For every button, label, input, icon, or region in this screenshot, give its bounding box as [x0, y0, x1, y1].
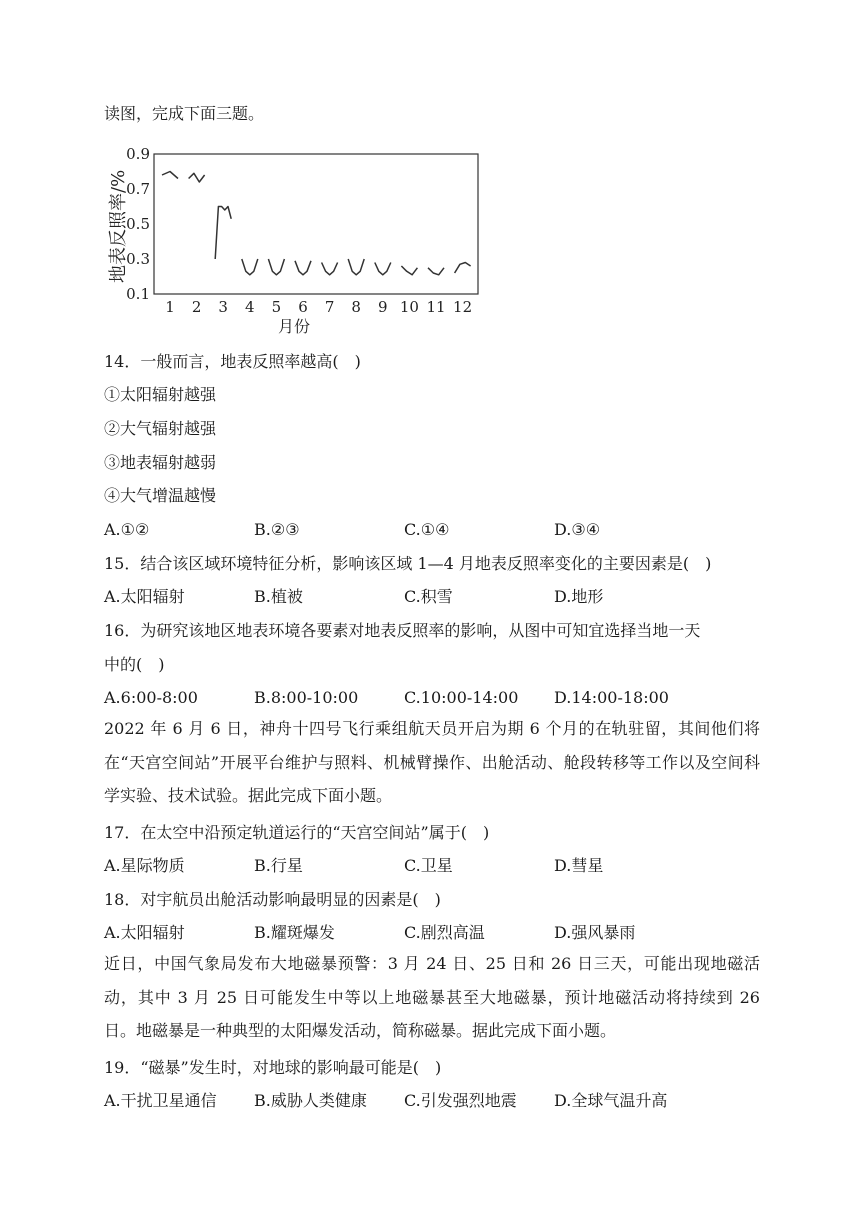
q18-option-b[interactable]: B.耀斑爆发 [254, 923, 335, 942]
x-axis-label: 月份 [277, 317, 311, 336]
q15-option-c[interactable]: C.积雪 [404, 587, 453, 606]
q16-option-b[interactable]: B.8:00-10:00 [254, 688, 359, 707]
y-axis-label: 地表反照率/% [108, 169, 129, 283]
q19-stem: 19．“磁暴”发生时，对地球的影响最可能是( ) [104, 1058, 442, 1077]
q16-stem-line-1: 16．为研究该地区地表环境各要素对地表反照率的影响，从图中可知宜选择当地一天 [104, 621, 701, 640]
albedo-curve-month-3 [215, 207, 231, 260]
q18-stem: 18．对宇航员出舱活动影响最明显的因素是( ) [104, 890, 441, 909]
y-axis-ticks [126, 145, 150, 303]
q19-option-a[interactable]: A.干扰卫星通信 [104, 1091, 217, 1110]
albedo-curve-month-9 [375, 263, 391, 275]
q14-item-1: ①太阳辐射越强 [104, 385, 217, 404]
x-tick-label: 5 [271, 298, 282, 316]
q17-option-a[interactable]: A.星际物质 [104, 856, 185, 875]
x-tick-label: 8 [351, 298, 361, 316]
q18-option-c[interactable]: C.剧烈高温 [404, 923, 485, 942]
q18-option-d[interactable]: D.强风暴雨 [554, 923, 636, 942]
x-tick-label: 4 [245, 298, 255, 316]
q14-item-3: ③地表辐射越弱 [104, 453, 217, 472]
q14-option-a[interactable]: A.①② [104, 520, 150, 539]
plot-frame [154, 154, 478, 294]
albedo-curve-month-2 [189, 173, 205, 182]
albedo-curve-month-4 [242, 259, 258, 275]
q15-option-d[interactable]: D.地形 [554, 587, 604, 606]
albedo-chart [104, 138, 484, 338]
albedo-curves [162, 172, 471, 275]
q14-option-b[interactable]: B.②③ [254, 520, 300, 539]
intro-text: 读图，完成下面三题。 [104, 104, 265, 123]
q17-option-d[interactable]: D.彗星 [554, 856, 604, 875]
passage-geomagnetic: 近日，中国气象局发布大地磁暴预警：3 月 24 日、25 日和 26 日三天，可能出现地磁活动，其中 3 月 25 日可能发生中等以上地磁暴甚至大地磁暴，预计地磁活动将持续到 26 日。地磁暴是一种典型的太阳爆发活动，简称磁暴。据此完成下面小题。 [104, 954, 760, 1040]
albedo-curve-month-7 [322, 263, 338, 275]
y-tick-label: 0.7 [126, 180, 150, 198]
q19-option-b[interactable]: B.威胁人类健康 [254, 1091, 367, 1110]
q19-option-d[interactable]: D.全球气温升高 [554, 1091, 668, 1110]
q14-stem: 14．一般而言，地表反照率越高( ) [104, 352, 361, 371]
x-tick-label: 12 [453, 298, 473, 316]
q16-option-d[interactable]: D.14:00-18:00 [554, 688, 669, 707]
albedo-curve-month-5 [268, 259, 284, 275]
x-tick-label: 9 [378, 298, 388, 316]
q18-option-a[interactable]: A.太阳辐射 [104, 923, 185, 942]
x-tick-label: 1 [165, 298, 175, 316]
q14-option-c[interactable]: C.①④ [404, 520, 450, 539]
q17-option-b[interactable]: B.行星 [254, 856, 303, 875]
q14-option-d[interactable]: D.③④ [554, 520, 601, 539]
q14-item-2: ②大气辐射越强 [104, 419, 217, 438]
q19-option-c[interactable]: C.引发强烈地震 [404, 1091, 517, 1110]
y-tick-label: 0.3 [126, 250, 150, 268]
q16-option-a[interactable]: A.6:00-8:00 [104, 688, 198, 707]
passage-shenzhou: 2022 年 6 月 6 日，神舟十四号飞行乘组航天员开启为期 6 个月的在轨驻留，其间他们将在“天宫空间站”开展平台维护与照料、机械臂操作、出舱活动、舱段转移等工作以及空间科学实验、技术试验。据此完成下面小题。 [104, 719, 760, 805]
q16-option-c[interactable]: C.10:00-14:00 [404, 688, 519, 707]
albedo-curve-month-6 [295, 261, 311, 275]
q15-option-a[interactable]: A.太阳辐射 [104, 587, 185, 606]
albedo-curve-month-8 [348, 259, 364, 275]
x-axis-ticks [165, 298, 472, 316]
y-tick-label: 0.5 [126, 215, 150, 233]
albedo-curve-month-12 [455, 263, 471, 274]
x-tick-label: 6 [298, 298, 308, 316]
albedo-curve-month-10 [401, 266, 417, 275]
q16-stem-line-2: 中的( ) [104, 655, 165, 674]
x-tick-label: 7 [324, 298, 335, 316]
q14-item-4: ④大气增温越慢 [104, 486, 217, 505]
albedo-curve-month-1 [162, 172, 178, 179]
x-tick-label: 2 [191, 298, 202, 316]
albedo-curve-month-11 [428, 268, 444, 275]
x-tick-label: 11 [426, 298, 446, 316]
q15-option-b[interactable]: B.植被 [254, 587, 303, 606]
q17-stem: 17．在太空中沿预定轨道运行的“天宫空间站”属于( ) [104, 823, 490, 842]
q17-option-c[interactable]: C.卫星 [404, 856, 453, 875]
y-tick-label: 0.9 [126, 145, 150, 163]
x-tick-label: 3 [218, 298, 228, 316]
x-tick-label: 10 [399, 298, 419, 316]
y-tick-label: 0.1 [126, 285, 150, 303]
q15-stem: 15．结合该区域环境特征分析，影响该区域 1—4 月地表反照率变化的主要因素是( ) [104, 554, 712, 573]
